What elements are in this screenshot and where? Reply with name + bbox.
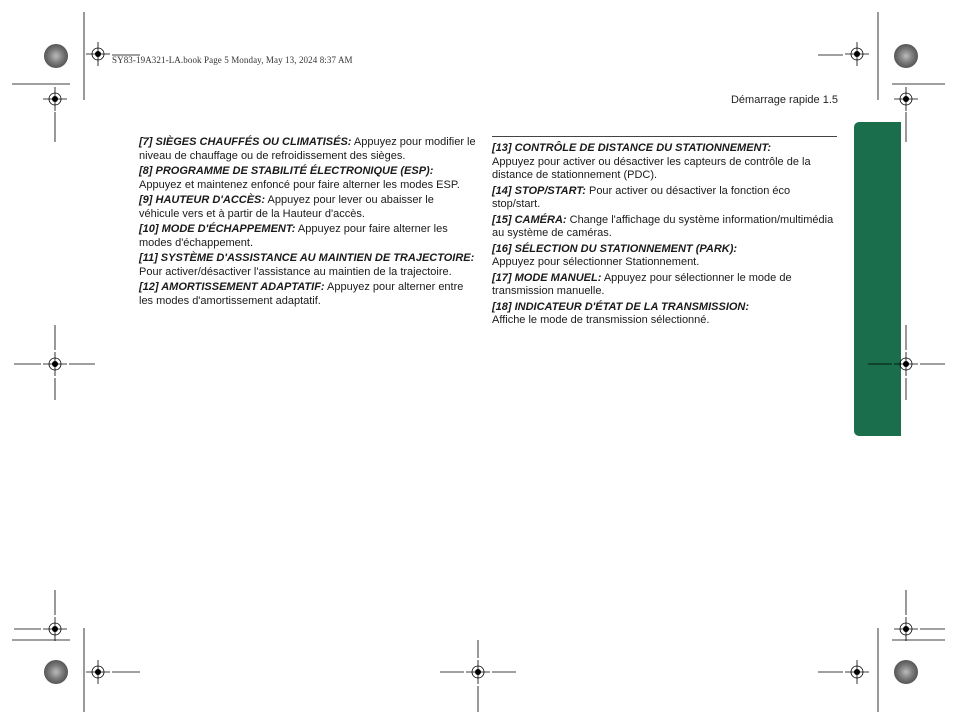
- registration-mark-icon: [43, 617, 67, 641]
- entry-13: [492, 142, 837, 183]
- registration-mark-icon: [466, 660, 490, 684]
- entry-heading: [17] MODE MANUEL:: [492, 271, 602, 284]
- section-tab: [854, 122, 901, 436]
- right-column: [492, 136, 837, 330]
- entry-heading: [12] AMORTISSEMENT ADAPTATIF:: [139, 281, 325, 293]
- registration-mark-icon: [894, 617, 918, 641]
- entry-heading: [13] CONTRÔLE DE DISTANCE DU STATIONNEMENT:: [492, 142, 772, 154]
- registration-mark-icon: [43, 352, 67, 376]
- entry-heading: [7] SIÈGES CHAUFFÉS OU CLIMATISÉS:: [139, 136, 352, 148]
- registration-mark-icon: [845, 42, 869, 66]
- entry-heading: [10] MODE D'ÉCHAPPEMENT:: [139, 223, 296, 235]
- color-bar-circle-icon: [44, 660, 68, 684]
- entry-text: Pour activer ou désactiver la fonction éco stop/start.: [492, 184, 791, 210]
- entry-text: Appuyez et maintenez enfoncé pour faire alterner les modes ESP.: [139, 178, 460, 191]
- entry-heading: [8] PROGRAMME DE STABILITÉ ÉLECTRONIQUE (ESP):: [139, 165, 434, 177]
- entry-8: [139, 165, 476, 192]
- entry-16: [492, 243, 837, 270]
- entry-11: [139, 252, 476, 279]
- registration-mark-icon: [894, 87, 918, 111]
- entry-12: [139, 281, 476, 308]
- entry-7: [139, 136, 476, 163]
- color-bar-circle-icon: [894, 44, 918, 68]
- entry-text: Appuyez pour sélectionner le mode de transmission manuelle.: [492, 271, 792, 297]
- entry-text: Pour activer/désactiver l'assistance au maintien de la trajectoire.: [139, 265, 452, 278]
- entry-heading: [15] CAMÉRA:: [492, 213, 567, 226]
- print-slug: SY83-19A321-LA.book Page 5 Monday, May 13, 2024 8:37 AM: [112, 55, 353, 65]
- entry-heading: [9] HAUTEUR D'ACCÈS:: [139, 194, 266, 206]
- entry-text: Appuyez pour alterner entre les modes d'amortissement adaptatif.: [139, 281, 464, 307]
- color-bar-circle-icon: [894, 660, 918, 684]
- entry-heading: [18] INDICATEUR D'ÉTAT DE LA TRANSMISSION:: [492, 300, 750, 313]
- entry-18: [492, 301, 837, 328]
- color-bar-circle-icon: [44, 44, 68, 68]
- entry-heading: [11] SYSTÈME D'ASSISTANCE AU MAINTIEN DE TRAJECTOIRE:: [139, 252, 475, 264]
- registration-mark-icon: [845, 660, 869, 684]
- entry-heading: [16] SÉLECTION DU STATIONNEMENT (PARK):: [492, 242, 738, 255]
- entry-17: [492, 272, 837, 299]
- entry-text: Appuyez pour sélectionner Stationnement.: [492, 256, 700, 268]
- entry-14: [492, 185, 837, 212]
- registration-mark-icon: [86, 660, 110, 684]
- entry-15: [492, 214, 837, 241]
- running-header: Démarrage rapide 1.5: [730, 94, 838, 106]
- entry-heading: [14] STOP/START:: [492, 184, 586, 197]
- registration-mark-icon: [43, 87, 67, 111]
- entry-9: [139, 194, 476, 221]
- entry-text: Change l'affichage du système information/multimédia au système de caméras.: [492, 213, 834, 239]
- entry-text: Appuyez pour lever ou abaisser le véhicule vers et à partir de la Hauteur d'accès.: [139, 194, 434, 220]
- entry-10: [139, 223, 476, 250]
- registration-mark-icon: [86, 42, 110, 66]
- entry-text: Appuyez pour activer ou désactiver les capteurs de contrôle de la distance de stationnement (PDC).: [492, 155, 811, 181]
- entry-text: Appuyez pour modifier le niveau de chauffage ou de refroidissement des sièges.: [139, 136, 476, 162]
- entry-text: Appuyez pour faire alterner les modes d'échappement.: [139, 223, 448, 249]
- entry-text: Affiche le mode de transmission sélectionné.: [492, 314, 710, 326]
- left-column: [139, 136, 476, 310]
